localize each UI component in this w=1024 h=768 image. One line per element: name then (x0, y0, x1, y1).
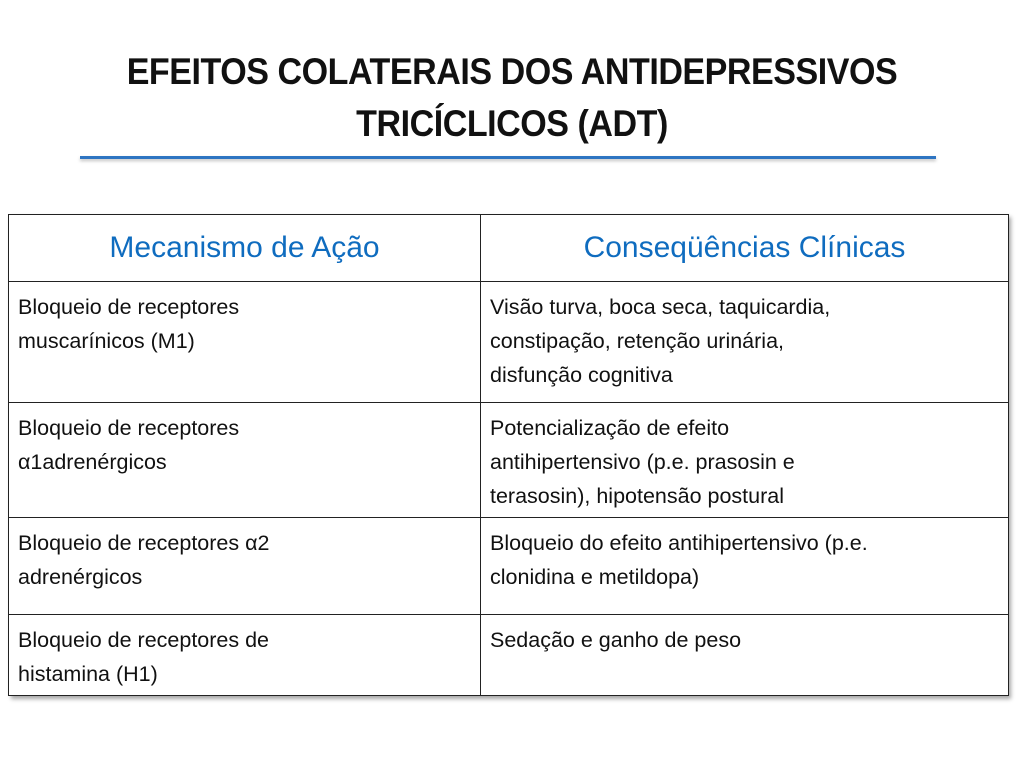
cell-line: Bloqueio de receptores (18, 416, 240, 440)
consequence-cell (481, 282, 1009, 403)
side-effects-table (8, 214, 1009, 696)
table-row (9, 403, 1009, 518)
title-underline (80, 156, 936, 159)
mechanism-cell (9, 615, 481, 696)
cell-line: constipação, retenção urinária, (490, 329, 785, 353)
side-effects-table-container (8, 214, 1008, 696)
consequence-cell (481, 403, 1009, 518)
cell-line: α1adrenérgicos (18, 450, 167, 474)
slide-title-line-2: TRICÍCLICOS (ADT) (356, 103, 668, 144)
consequence-cell (481, 615, 1009, 696)
slide-title-line-1: EFEITOS COLATERAIS DOS ANTIDEPRESSIVOS (126, 51, 898, 92)
cell-line: terasosin), hipotensão postural (490, 484, 785, 508)
cell-line: Bloqueio de receptores de (18, 628, 270, 652)
cell-line: Visão turva, boca seca, taquicardia, (490, 295, 831, 319)
cell-line: Potencialização de efeito (490, 416, 730, 440)
cell-line: Bloqueio de receptores (18, 295, 240, 319)
mechanism-cell (9, 403, 481, 518)
table-row (9, 518, 1009, 615)
cell-line: muscarínicos (M1) (18, 329, 195, 353)
cell-line: antihipertensivo (p.e. prasosin e (490, 450, 795, 474)
table-row (9, 615, 1009, 696)
slide-title (96, 46, 928, 150)
cell-line: Bloqueio do efeito antihipertensivo (p.e. (490, 531, 868, 555)
mechanism-cell (9, 518, 481, 615)
cell-line: clonidina e metildopa) (490, 565, 700, 589)
cell-line: Bloqueio de receptores α2 (18, 531, 270, 555)
consequence-cell (481, 518, 1009, 615)
cell-line: adrenérgicos (18, 565, 143, 589)
mechanism-cell (9, 282, 481, 403)
cell-line: histamina (H1) (18, 662, 158, 686)
cell-line: Sedação e ganho de peso (490, 628, 742, 652)
cell-line: disfunção cognitiva (490, 363, 673, 387)
table-header-row (9, 215, 1009, 282)
header-consequences: Conseqüências Clínicas (481, 215, 1009, 282)
table-row (9, 282, 1009, 403)
header-mechanism: Mecanismo de Ação (9, 215, 481, 282)
